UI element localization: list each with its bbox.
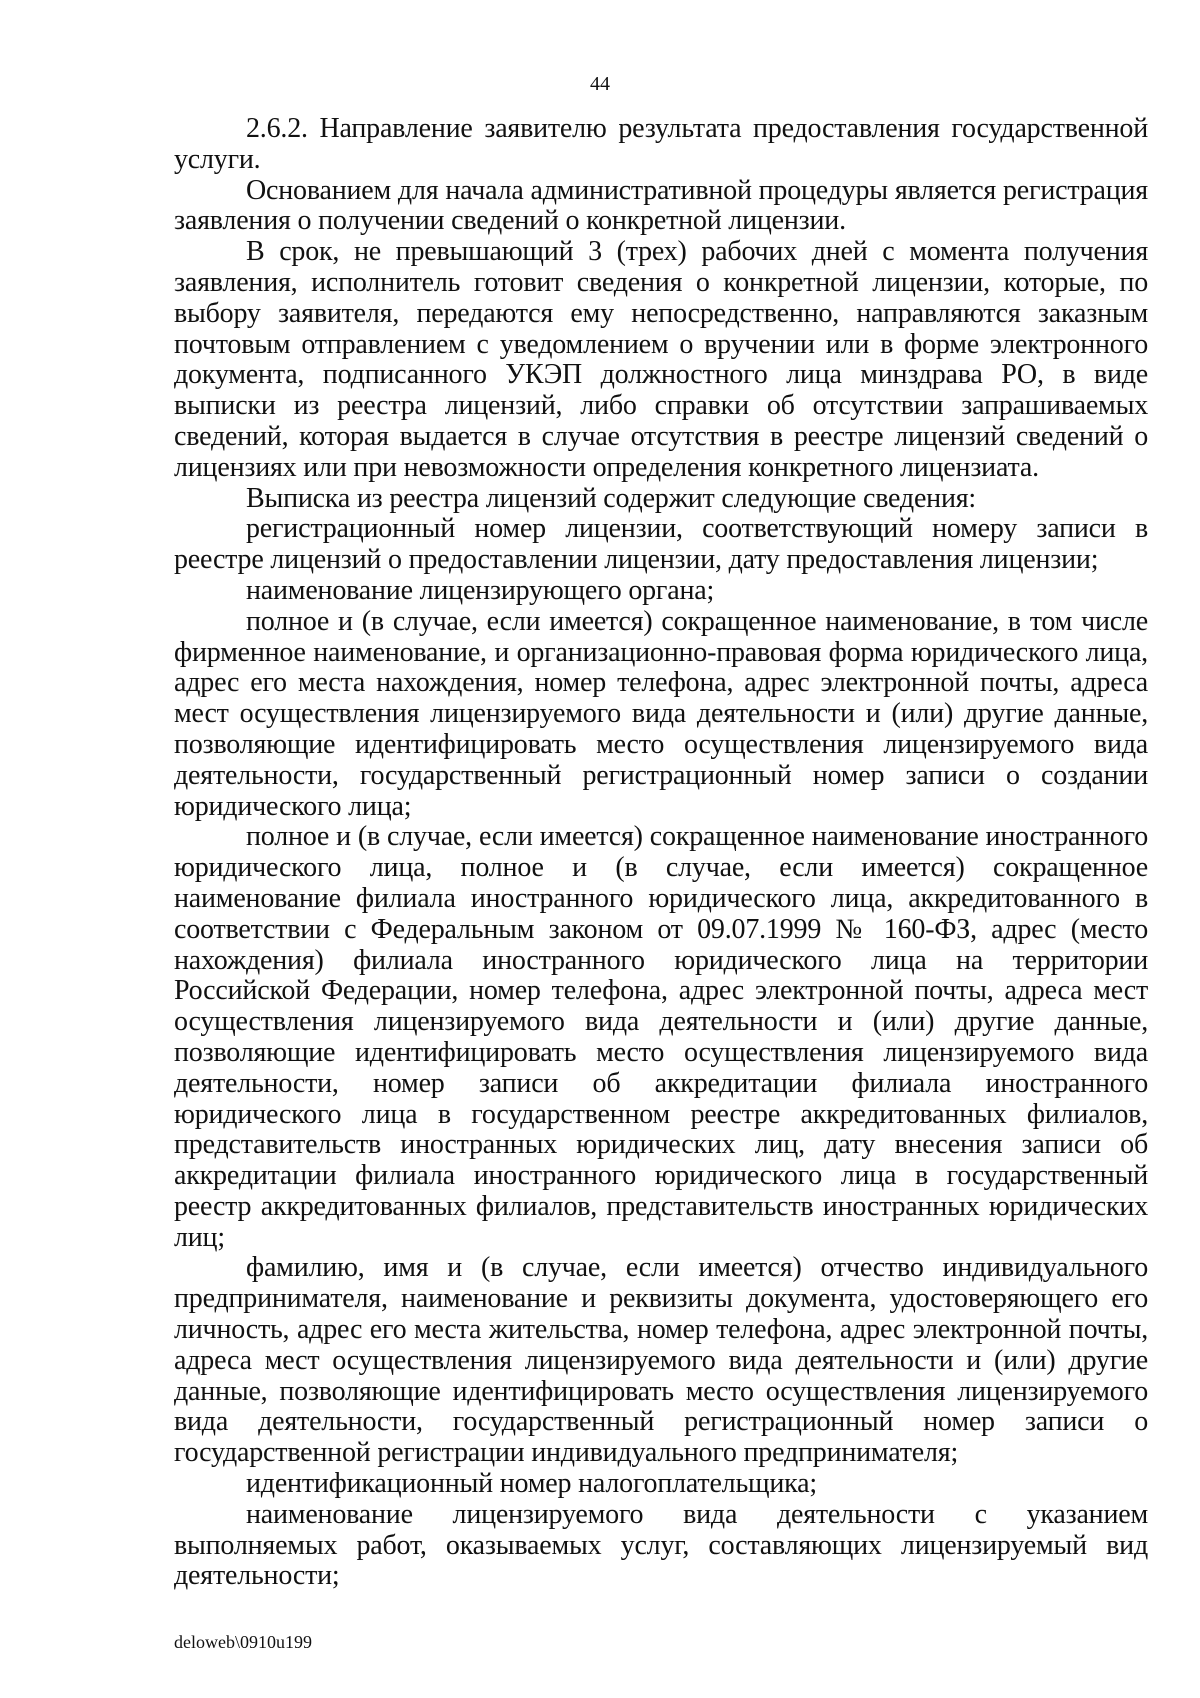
list-paragraph: регистрационный номер лицензии, соответствующий номеру записи в реестре лицензий о предоставлении лицензии, дату предоставления лицензии; bbox=[174, 513, 1148, 576]
list-paragraph: наименование лицензируемого вида деятельности с указанием выполняемых работ, оказываемых услуг, составляющих лицензируемый вид деятельности; bbox=[174, 1498, 1148, 1592]
list-paragraph: полное и (в случае, если имеется) сокращенное наименование иностранного юридического лица, полное и (в случае, если имеется) сокращенное наименование филиала иностранного юридического лица, аккредитованного в соответствии с Федеральным законом от 09.07.1999 № 160-ФЗ, адрес (место нахождения) филиала иностранного юридического лица на территории Российской Федерации, номер телефона, адрес электронной почты, адреса мест осуществления лицензируемого вида деятельности и (или) другие данные, позволяющие идентифицировать место осуществления лицензируемого вида деятельности, номер записи об аккредитации филиала иностранного юридического лица в государственном реестре аккредитованных филиалов, представительств иностранных юридических лиц, дату внесения записи об аккредитации филиала иностранного юридического лица в государственный реестр аккредитованных филиалов, представительств иностранных юридических лиц; bbox=[174, 821, 1148, 1253]
body-paragraph: Выписка из реестра лицензий содержит следующие сведения: bbox=[246, 482, 977, 514]
body-paragraph: Основанием для начала административной процедуры является регистрация заявления о получении сведений о конкретной лицензии. bbox=[174, 174, 1148, 237]
body-paragraph: В срок, не превышающий 3 (трех) рабочих дней с момента получения заявления, исполнитель готовит сведения о конкретной лицензии, которые, по выбору заявителя, передаются ему непосредственно, направляются заказным почтовым отправлением с уведомлением о вручении или в форме электронного документа, подписанного УКЭП должностного лица минздрава РО, в виде выписки из реестра лицензий, либо справки об отсутствии запрашиваемых сведений, которая выдается в случае отсутствия в реестре лицензий сведений о лицензиях или при невозможности определения конкретного лицензиата. bbox=[174, 236, 1148, 483]
list-paragraph: идентификационный номер налогоплательщика; bbox=[246, 1468, 817, 1500]
document-body bbox=[174, 114, 1148, 1592]
list-paragraph: фамилию, имя и (в случае, если имеется) отчество индивидуального предпринимателя, наименование и реквизиты документа, удостоверяющего его личность, адрес его места жительства, номер телефона, адрес электронной почты, адреса мест осуществления лицензируемого вида деятельности и (или) другие данные, позволяющие идентифицировать место осуществления лицензируемого вида деятельности, государственный регистрационный номер записи о государственной регистрации индивидуального предпринимателя; bbox=[174, 1252, 1148, 1469]
document-footer: deloweb\0910u199 bbox=[174, 1632, 312, 1652]
section-heading-paragraph: 2.6.2. Направление заявителю результата предоставления государственной услуги. bbox=[174, 113, 1148, 175]
page-number: 44 bbox=[590, 73, 610, 95]
list-paragraph: полное и (в случае, если имеется) сокращенное наименование, в том числе фирменное наименование, и организационно-правовая форма юридического лица, адрес его места нахождения, номер телефона, адрес электронной почты, адреса мест осуществления лицензируемого вида деятельности и (или) другие данные, позволяющие идентифицировать место осуществления лицензируемого вида деятельности, государственный регистрационный номер записи о создании юридического лица; bbox=[174, 605, 1148, 822]
list-paragraph: наименование лицензирующего органа; bbox=[246, 574, 715, 606]
